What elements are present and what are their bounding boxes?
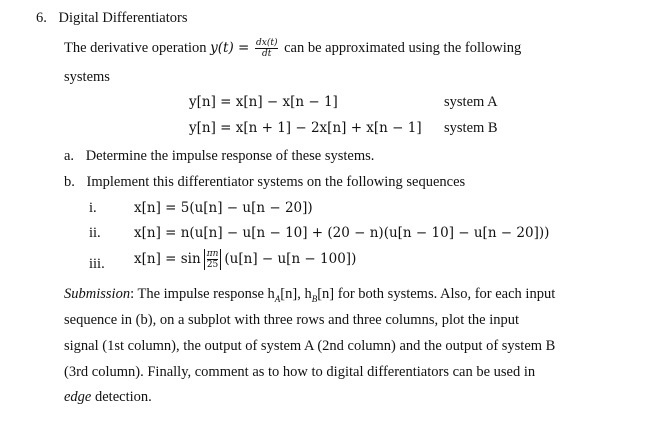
intro-line-2: systems bbox=[64, 69, 110, 85]
part-a-marker: a. bbox=[64, 148, 75, 164]
part-a-text: Determine the impulse response of these systems. bbox=[85, 148, 375, 164]
system-b-label: system B bbox=[444, 120, 498, 136]
intro-post: can be approximated using the following bbox=[280, 39, 522, 56]
part-b-marker: b. bbox=[64, 174, 75, 190]
submission-line-2: sequence in (b), on a subplot with three rows and three columns, plot the input bbox=[64, 312, 520, 328]
derivative-fraction bbox=[255, 38, 278, 59]
bracket-fraction bbox=[204, 249, 222, 270]
submission-line1-end: [n] for both systems. Also, for each input bbox=[317, 286, 556, 302]
submission-sub-a: A bbox=[274, 293, 281, 304]
submission-line-1 bbox=[64, 286, 555, 304]
sequence-i-marker: i. bbox=[89, 200, 97, 216]
problem-heading bbox=[36, 10, 188, 27]
submission-line1-start: : The impulse response h bbox=[130, 286, 275, 302]
submission-line-4: (3rd column). Finally, comment as to how to digital differentiators can be used in bbox=[64, 364, 536, 380]
submission-line-3: signal (1st column), the output of system A (2nd column) and the output of system B bbox=[64, 338, 556, 354]
problem-number: 6. bbox=[36, 10, 47, 26]
part-b bbox=[64, 174, 465, 191]
sequence-i-expression: x[n] = 5(u[n] − u[n − 20]) bbox=[134, 200, 313, 216]
submission-label: Submission bbox=[64, 286, 131, 302]
sequence-iii-post: (u[n] − u[n − 100]) bbox=[224, 251, 357, 267]
submission-sub-b: B bbox=[311, 293, 318, 304]
system-b-equation: y[n] = x[n + 1] − 2x[n] + x[n − 1] bbox=[189, 120, 422, 136]
submission-line1-mid: [n], h bbox=[280, 286, 312, 302]
submission-line5-rest: detection. bbox=[91, 389, 152, 405]
intro-line-1 bbox=[64, 38, 521, 59]
intro-pre: The derivative operation bbox=[64, 39, 211, 56]
fraction-denominator: dt bbox=[262, 49, 272, 59]
sequence-ii-marker: ii. bbox=[89, 225, 101, 241]
sequence-iii-expression bbox=[134, 249, 356, 270]
sequence-ii-expression: x[n] = n(u[n] − u[n − 10] + (20 − n)(u[n − 10] − u[n − 20])) bbox=[134, 225, 550, 241]
part-a bbox=[64, 148, 374, 165]
part-b-text: Implement this differentiator systems on the following sequences bbox=[86, 174, 466, 190]
sequence-iii-marker: iii. bbox=[89, 256, 105, 272]
bracket-fraction-numerator: πn bbox=[206, 249, 219, 259]
sequence-iii-pre: x[n] = sin bbox=[134, 251, 201, 267]
bracket-fraction-denominator: 25 bbox=[206, 260, 219, 270]
intro-lhs: y(t) = bbox=[210, 39, 250, 56]
fraction-numerator: dx(t) bbox=[255, 38, 278, 48]
system-a-equation: y[n] = x[n] − x[n − 1] bbox=[189, 94, 338, 110]
submission-edge-word: edge bbox=[64, 389, 92, 405]
system-a-label: system A bbox=[444, 94, 498, 110]
submission-line-5 bbox=[64, 389, 152, 406]
problem-title: Digital Differentiators bbox=[58, 10, 188, 26]
